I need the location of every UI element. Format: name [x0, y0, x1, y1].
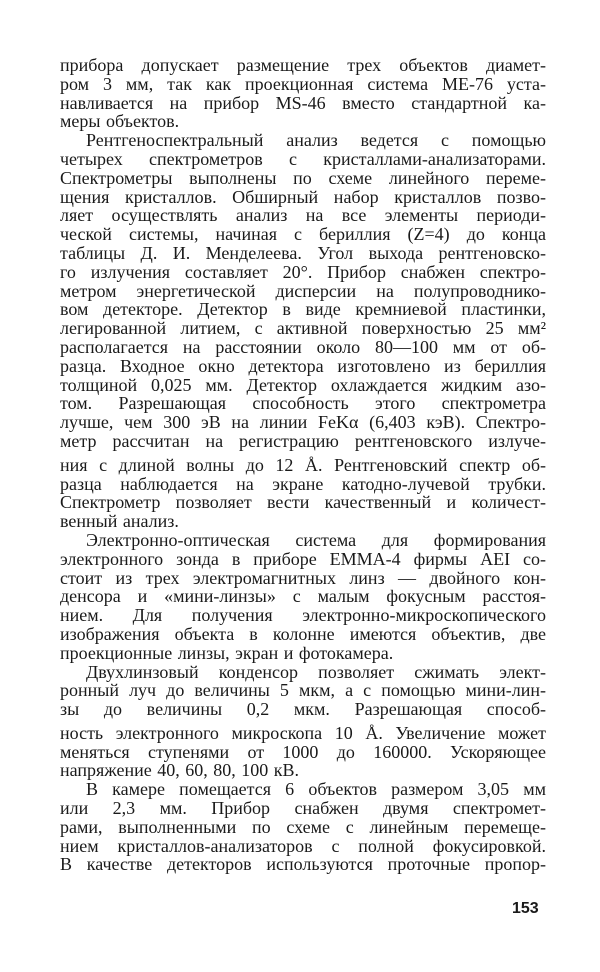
- text-line: напряжение 40, 60, 80, 100 кВ.: [60, 760, 299, 781]
- text-line: ность электронного микроскопа 10 Å. Увеличение может: [60, 722, 546, 743]
- text-line: четырех спектрометров с кристаллами-анализаторами.: [60, 148, 546, 169]
- text-line: денсора и «мини-линзы» с малым фокусным расстоя-: [60, 586, 546, 607]
- text-line: меры объектов.: [60, 111, 180, 132]
- text-line: В камере помещается 6 объектов размером 3,05 мм: [86, 779, 546, 800]
- text-line: ляет осуществлять анализ на все элементы периоди-: [60, 205, 546, 226]
- text-line: В качестве детекторов используются проточные пропор-: [60, 854, 546, 875]
- text-line: метр рассчитан на регистрацию рентгеновского излуче-: [60, 430, 546, 451]
- text-line: ния с длиной волны до 12 Å. Рентгеновский спектр об-: [60, 454, 546, 475]
- text-line: Двухлинзовый конденсор позволяет сжимать элект-: [86, 661, 546, 682]
- text-line: Спектрометры выполнены по схеме линейного переме-: [60, 167, 546, 188]
- text-line: ром 3 мм, так как проекционная система МЕ-76 уста-: [60, 73, 546, 94]
- text-line: меняться ступенями от 1000 до 160000. Ускоряющее: [60, 741, 546, 762]
- text-line: рами, выполненными по схеме с линейным перемеще-: [60, 816, 546, 837]
- paragraph: [60, 663, 546, 781]
- text-line: вом детекторе. Детектор в виде кремниевой пластинки,: [60, 299, 546, 320]
- text-line: метром энергетической дисперсии на полупроводнико-: [60, 280, 546, 301]
- text-line: ческой системы, начиная с бериллия (Z=4) до конца: [60, 224, 546, 245]
- text-line: го излучения составляет 20°. Прибор снабжен спектро-: [60, 261, 546, 282]
- text-line: разца. Входное окно детектора изготовлено из бериллия: [60, 355, 546, 376]
- text-line: Рентгеноспектральный анализ ведется с помощью: [86, 130, 546, 151]
- text-line: изображения объекта в колонне имеются объектив, две: [60, 623, 546, 644]
- text-line: толщиной 0,025 мм. Детектор охлаждается жидким азо-: [60, 374, 546, 395]
- text-line: навливается на прибор MS-46 вместо стандартной ка-: [60, 92, 546, 113]
- text-line: том. Разрешающая способность этого спектрометра: [60, 393, 546, 414]
- text-line: разца наблюдается на экране катодно-лучевой трубки.: [60, 473, 546, 494]
- text-line: или 2,3 мм. Прибор снабжен двумя спектромет-: [60, 798, 546, 819]
- paragraph: [60, 131, 546, 531]
- text-line: прибора допускает размещение трех объектов диамет-: [60, 55, 546, 75]
- text-line: ронный луч до величины 5 мкм, а с помощью мини-лин-: [60, 680, 546, 701]
- text-line: лучше, чем 300 эВ на линии FeKα (6,403 кэВ). Спектро-: [60, 412, 546, 433]
- text-line: нием кристаллов-анализаторов с полной фокусировкой.: [60, 835, 546, 856]
- paragraph: [60, 531, 546, 663]
- text-line: щения кристаллов. Обширный набор кристаллов позво-: [60, 186, 546, 207]
- text-line: располагается на расстоянии около 80—100 мм от об-: [60, 336, 546, 357]
- paragraph: [60, 56, 546, 131]
- text-line: венный анализ.: [60, 511, 179, 532]
- text-line: стоит из трех электромагнитных линз — двойного кон-: [60, 567, 546, 588]
- text-line: электронного зонда в приборе ЕММА-4 фирмы AEI со-: [60, 548, 546, 569]
- text-line: легированной литием, с активной поверхностью 25 мм²: [60, 318, 546, 339]
- text-line: проекционные линзы, экран и фотокамера.: [60, 642, 394, 663]
- text-line: зы до величины 0,2 мкм. Разрешающая способ-: [60, 699, 546, 720]
- page-number: 153: [512, 900, 539, 917]
- text-line: Электронно-оптическая система для формирования: [86, 529, 546, 550]
- text-line: нием. Для получения электронно-микроскопического: [60, 605, 546, 626]
- paragraph: [60, 780, 546, 874]
- text-line: Спектрометр позволяет вести качественный и количест-: [60, 492, 546, 513]
- text-line: таблицы Д. И. Менделеева. Угол выхода рентгеновско-: [60, 242, 546, 263]
- body-text: [60, 56, 546, 874]
